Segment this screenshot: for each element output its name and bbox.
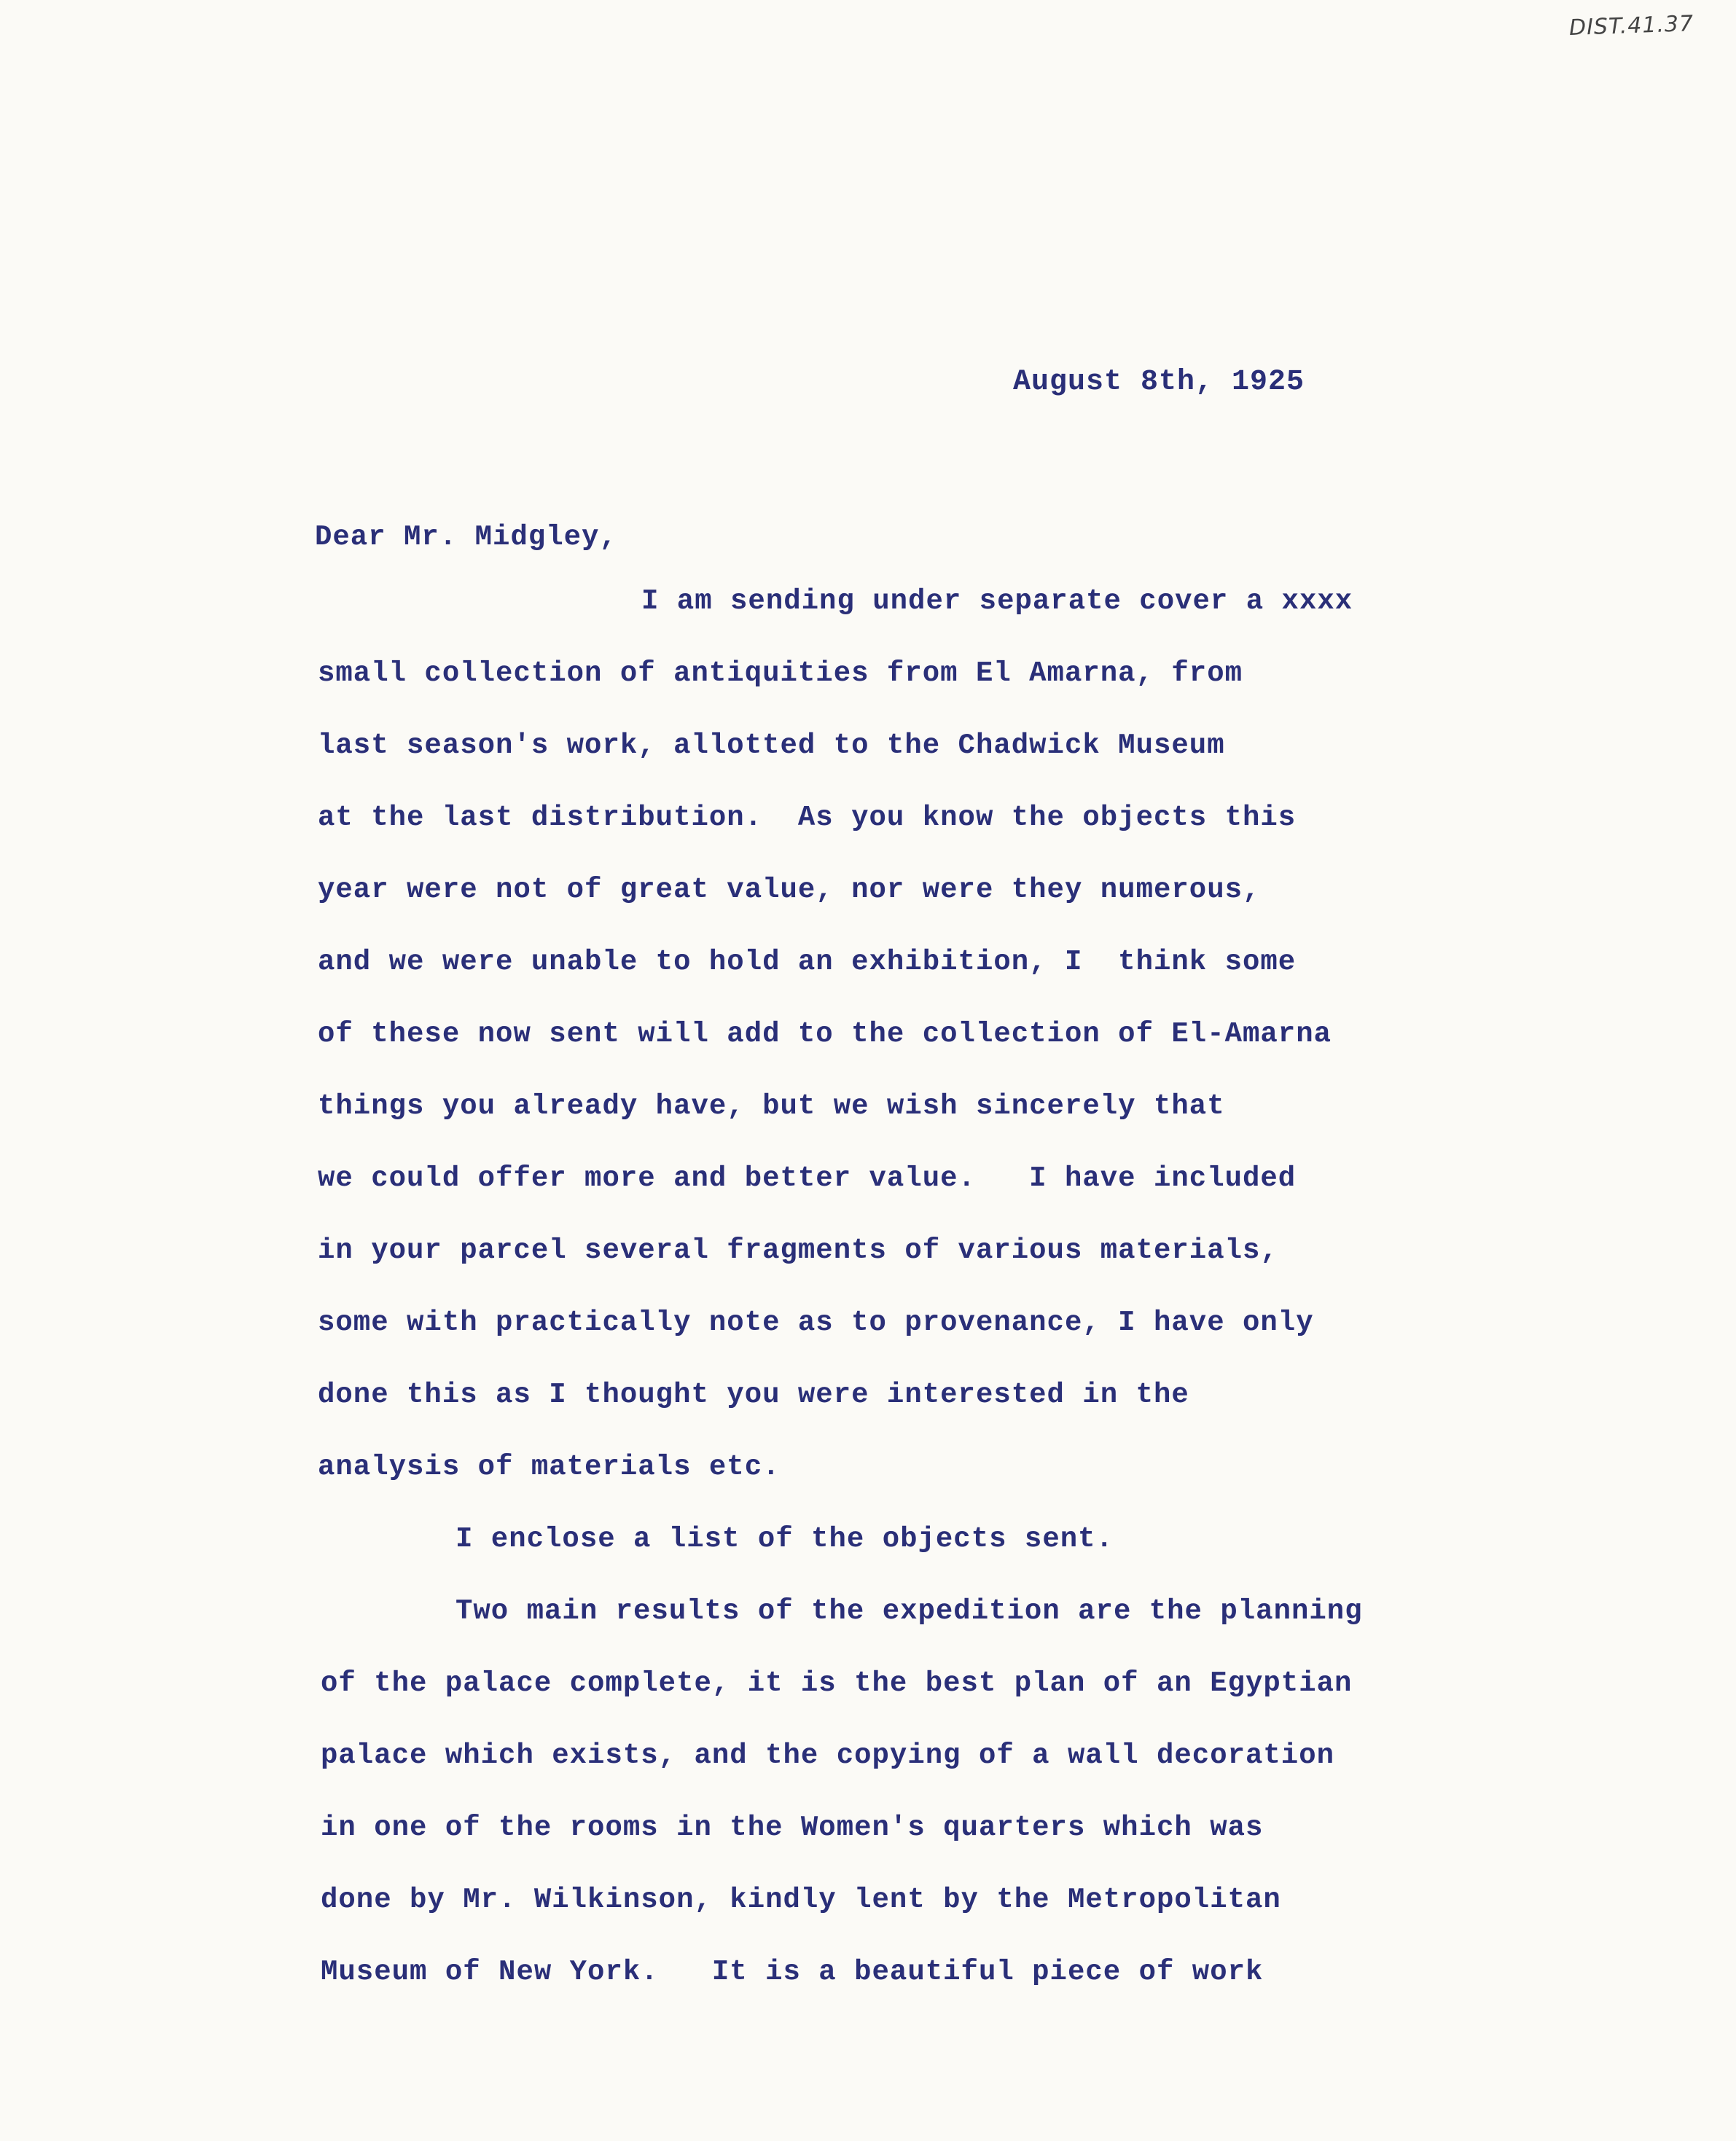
letter-line: of the palace complete, it is the best plan of an Egyptian (321, 1667, 1353, 1699)
letter-line: things you already have, but we wish sincerely that (318, 1090, 1225, 1122)
letter-date: August 8th, 1925 (1013, 366, 1305, 399)
letter-line: last season's work, allotted to the Chadwick Museum (318, 729, 1225, 762)
letter-line: analysis of materials etc. (318, 1451, 781, 1483)
letter-salutation: Dear Mr. Midgley, (315, 521, 617, 553)
letter-line: I am sending under separate cover a xxxx (641, 585, 1353, 617)
letter-line: some with practically note as to provenance, I have only (318, 1307, 1314, 1339)
letter-line: in one of the rooms in the Women's quarters which was (321, 1812, 1264, 1844)
letter-line: of these now sent will add to the collection of El-Amarna (318, 1018, 1332, 1050)
letter-line: in your parcel several fragments of various materials, (318, 1234, 1278, 1267)
letter-line: Two main results of the expedition are the planning (455, 1595, 1363, 1627)
letter-line: done by Mr. Wilkinson, kindly lent by the Metropolitan (321, 1884, 1281, 1916)
letter-line: year were not of great value, nor were they numerous, (318, 874, 1261, 906)
letter-line: we could offer more and better value. I have included (318, 1162, 1297, 1194)
letter-line: I enclose a list of the objects sent. (455, 1523, 1114, 1555)
letter-line: and we were unable to hold an exhibition, I think some (318, 946, 1297, 978)
letter-line: done this as I thought you were interested in the (318, 1379, 1189, 1411)
letter-line: small collection of antiquities from El Amarna, from (318, 657, 1243, 689)
letter-line: Museum of New York. It is a beautiful piece of work (321, 1956, 1264, 1988)
letter-line: at the last distribution. As you know the objects this (318, 802, 1297, 834)
archive-reference: DIST.41.37 (1568, 11, 1694, 41)
letter-line: palace which exists, and the copying of a wall decoration (321, 1739, 1335, 1772)
